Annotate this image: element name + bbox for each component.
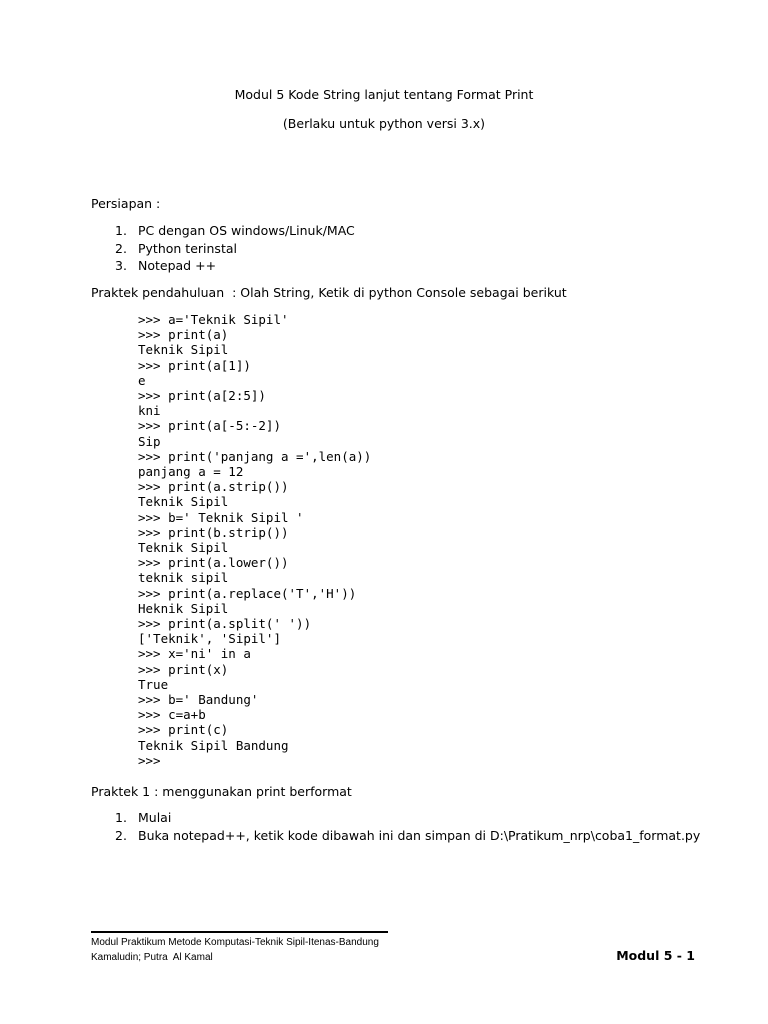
code-line: >>> b=' Bandung' bbox=[138, 692, 259, 708]
code-line: >>> print(a.lower()) bbox=[138, 555, 289, 571]
list-item-number: 1. bbox=[115, 810, 127, 825]
page-title: Modul 5 Kode String lanjut tentang Format Print bbox=[234, 87, 534, 102]
code-line: >>> print('panjang a =',len(a)) bbox=[138, 448, 372, 464]
code-line: >>> c=a+b bbox=[138, 707, 206, 723]
list-item-text: Mulai bbox=[138, 810, 172, 825]
code-line: >>> print(a[1]) bbox=[138, 357, 251, 373]
code-line: True bbox=[138, 676, 169, 692]
list-item-text: Notepad ++ bbox=[138, 258, 217, 273]
code-line: Teknik Sipil bbox=[138, 342, 229, 358]
code-line: >>> a='Teknik Sipil' bbox=[138, 312, 289, 327]
code-line: e bbox=[138, 372, 146, 388]
list-item-number: 1. bbox=[115, 223, 127, 238]
list-item bbox=[115, 827, 700, 845]
code-line: kni bbox=[138, 403, 161, 419]
praktek1-heading: Praktek 1 : menggunakan print berformat bbox=[91, 784, 352, 799]
code-line: >>> b=' Teknik Sipil ' bbox=[138, 509, 304, 525]
list-item-number: 2. bbox=[115, 240, 127, 256]
list-item-number: 3. bbox=[115, 258, 127, 273]
code-line: >>> print(c) bbox=[138, 722, 229, 738]
list-item-text: Buka notepad++, ketik kode dibawah ini dan simpan di D:\Pratikum_nrp\coba1_format.py bbox=[138, 827, 701, 843]
footer-divider bbox=[91, 931, 388, 933]
code-line: ['Teknik', 'Sipil'] bbox=[138, 631, 281, 647]
praktek1-list bbox=[115, 809, 700, 844]
persiapan-heading: Persiapan : bbox=[91, 196, 161, 211]
persiapan-list bbox=[115, 222, 355, 275]
list-item bbox=[115, 257, 355, 275]
code-line: teknik sipil bbox=[138, 570, 229, 586]
page-subtitle: (Berlaku untuk python versi 3.x) bbox=[282, 116, 486, 131]
code-line: >>> print(b.strip()) bbox=[138, 524, 289, 540]
list-item bbox=[115, 222, 355, 240]
code-line: Teknik Sipil Bandung bbox=[138, 737, 289, 753]
list-item-text: Python terinstal bbox=[138, 240, 237, 256]
code-block bbox=[138, 312, 371, 768]
list-item-number: 2. bbox=[115, 827, 127, 843]
code-line: Teknik Sipil bbox=[138, 540, 229, 556]
code-line: >>> print(a.replace('T','H')) bbox=[138, 585, 357, 601]
code-line: >>> print(a[2:5]) bbox=[138, 388, 266, 404]
list-item-text: PC dengan OS windows/Linuk/MAC bbox=[138, 223, 355, 238]
code-line: >>> x='ni' in a bbox=[138, 646, 251, 662]
list-item bbox=[115, 809, 700, 827]
code-line: >>> print(a.split(' ')) bbox=[138, 616, 312, 632]
code-line: >>> print(a.strip()) bbox=[138, 479, 289, 495]
code-line: Heknik Sipil bbox=[138, 600, 229, 616]
code-line: Sip bbox=[138, 433, 161, 449]
code-line: >>> print(x) bbox=[138, 661, 229, 677]
pendahuluan-heading: Praktek pendahuluan : Olah String, Ketik di python Console sebagai berikut bbox=[91, 285, 567, 300]
code-line: >>> print(a) bbox=[138, 327, 229, 343]
code-line: Teknik Sipil bbox=[138, 494, 229, 510]
code-line: panjang a = 12 bbox=[138, 464, 244, 480]
list-item bbox=[115, 240, 355, 258]
code-line: >>> bbox=[138, 752, 161, 768]
page-number: Modul 5 - 1 bbox=[616, 948, 695, 963]
footer-authors-line: Kamaludin; Putra Al Kamal bbox=[91, 952, 213, 963]
footer-course-line: Modul Praktikum Metode Komputasi-Teknik Sipil-Itenas-Bandung bbox=[91, 937, 379, 948]
code-line: >>> print(a[-5:-2]) bbox=[138, 418, 281, 434]
